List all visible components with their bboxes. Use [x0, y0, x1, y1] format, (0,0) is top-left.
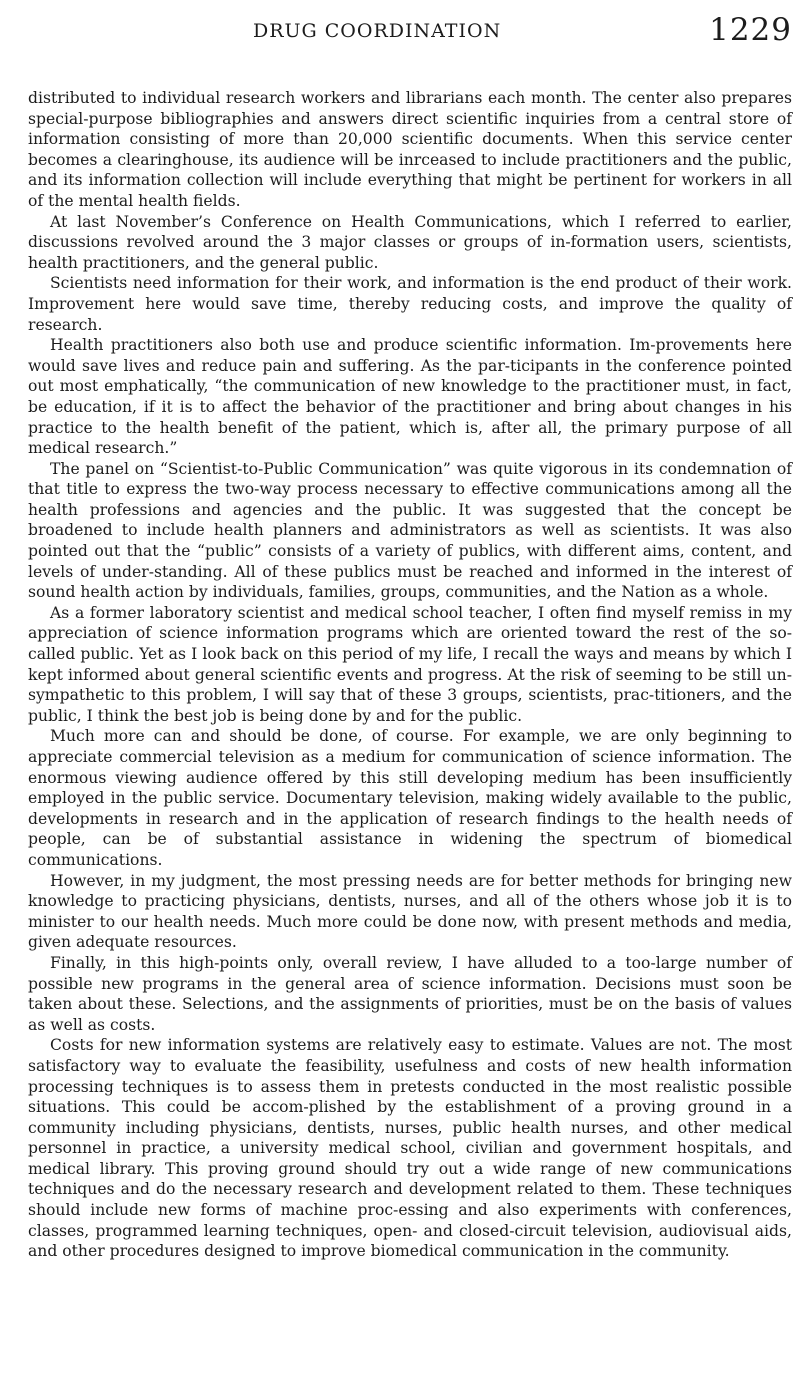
- page-number: 1229: [709, 12, 792, 48]
- paragraph-1: distributed to individual research workers and librarians each month. The center also prepares special-purpose bibliographies and answers direct scientific inquiries from a central store of information consisting of more than 20,000 scientific documents. When this service center becomes a clearinghouse, its audience will be inrceased to include practitioners and the public, and its information collection will include everything that might be pertinent for workers in all of the mental health fields.: [28, 89, 792, 210]
- paragraph-6: As a former laboratory scientist and medical school teacher, I often find myself remiss in my appreciation of science information programs which are oriented toward the rest of the so-called public. Yet as I look back on this period of my life, I recall the ways and means by which I kept informed about general scientific events and progress. At the risk of seeming to be still un-sympathetic to this problem, I will say that of these 3 groups, scientists, prac-titioners, and the public, I think the best job is being done by and for the public.: [28, 603, 792, 725]
- paragraph-8: However, in my judgment, the most pressing needs are for better methods for bringing new knowledge to practicing physicians, dentists, nurses, and all of the others whose job it is to minister to our health needs. Much more could be done now, with present methods and media, given adequate resources.: [28, 871, 792, 952]
- paragraph-3: Scientists need information for their work, and information is the end product of their work. Improvement here would save time, thereby reducing costs, and improve the quality of research.: [28, 274, 792, 334]
- paragraph-9: Finally, in this high-points only, overall review, I have alluded to a too-large number of possible new programs in the general area of science information. Decisions must soon be taken about these. Selections, and the assignments of priorities, must be on the basis of values as well as costs.: [28, 953, 792, 1034]
- running-head: DRUG COORDINATION: [253, 20, 502, 42]
- paragraph-4: Health practitioners also both use and produce scientific information. Im-provements here would save lives and reduce pain and suffering. As the par-ticipants in the conference pointed out most emphatically, “the communication of new knowledge to the practitioner must, in fact, be education, if it is to affect the behavior of the practitioner and bring about changes in his practice to the health benefit of the patient, which is, after all, the primary purpose of all medical research.”: [28, 336, 792, 458]
- page-header: [28, 14, 792, 48]
- paragraph-7: Much more can and should be done, of course. For example, we are only beginning to appreciate commercial television as a medium for communication of science information. The enormous viewing audience offered by this still developing medium has been insufficiently employed in the public service. Documentary television, making widely available to the public, developments in research and in the application of research findings to the health needs of people, can be of substantial assistance in widening the spectrum of biomedical communications.: [28, 727, 792, 869]
- body-text: [28, 88, 792, 1262]
- paragraph-2: At last November’s Conference on Health Communications, which I referred to earlier, discussions revolved around the 3 major classes or groups of in-formation users, scientists, health practitioners, and the general public.: [28, 212, 792, 272]
- paragraph-5: The panel on “Scientist-to-Public Communication” was quite vigorous in its condemnation of that title to express the two-way process necessary to effective communications among all the health professions and agencies and the public. It was suggested that the concept be broadened to include health planners and administrators as well as scientists. It was also pointed out that the “public” consists of a variety of publics, with different aims, content, and levels of under-standing. All of these publics must be reached and informed in the interest of sound health action by individuals, families, groups, communities, and the Nation as a whole.: [28, 459, 792, 602]
- paragraph-10: Costs for new information systems are relatively easy to estimate. Values are not. The most satisfactory way to evaluate the feasibility, usefulness and costs of new health information processing techniques is to assess them in pretests conducted in the most realistic possible situations. This could be accom-plished by the establishment of a proving ground in a community including physicians, dentists, nurses, public health nurses, and other medical personnel in practice, a university medical school, civilian and government hospitals, and medical library. This proving ground should try out a wide range of new communications techniques and do the necessary research and development related to them. These techniques should include new forms of machine proc-essing and also experiments with conferences, classes, programmed learning techniques, open- and closed-circuit television, audiovisual aids, and other procedures designed to improve biomedical communication in the community.: [28, 1036, 792, 1261]
- document-page: [28, 14, 792, 1262]
